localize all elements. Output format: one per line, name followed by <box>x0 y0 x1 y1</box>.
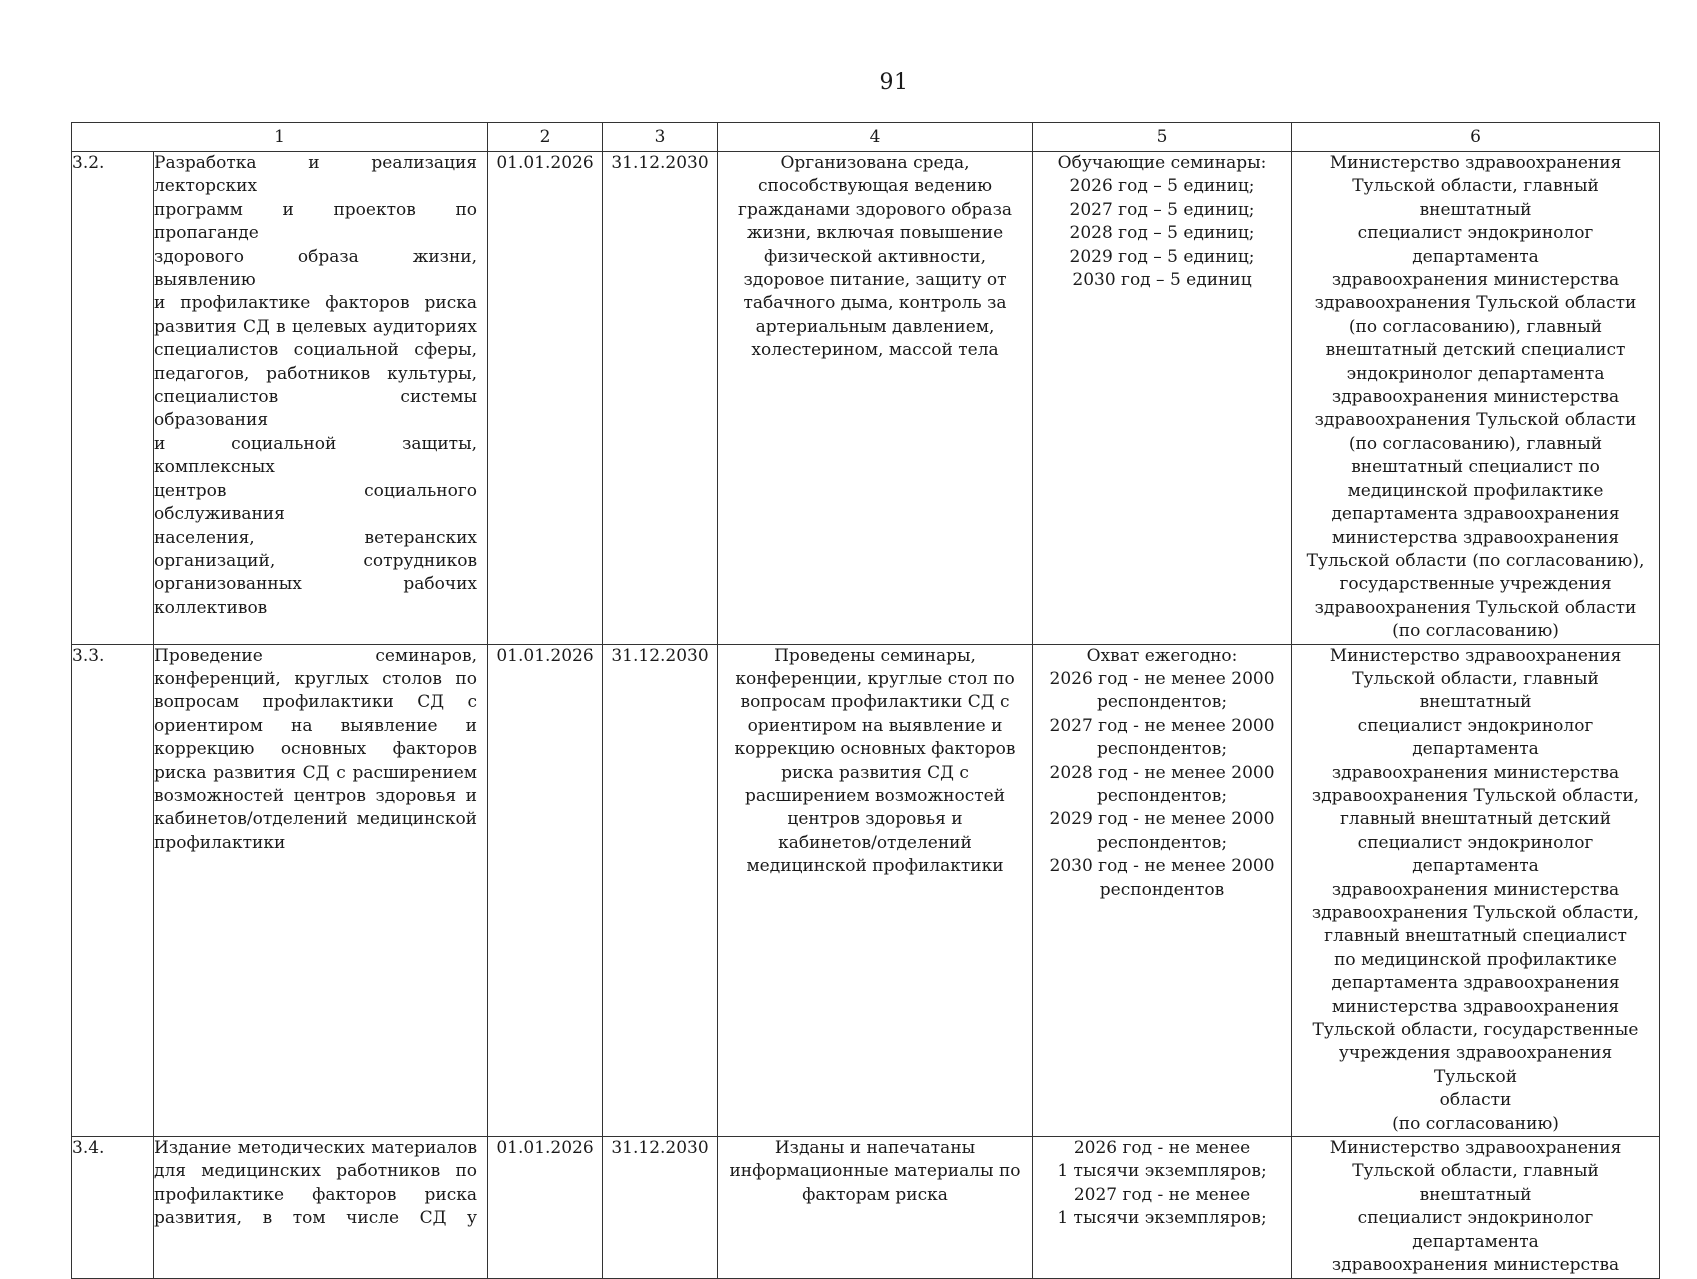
row-number-cell <box>72 1137 154 1278</box>
expected-result-line: медицинской профилактики <box>746 856 1004 877</box>
responsible-line: Тульской области (по согласованию), <box>1306 550 1645 571</box>
indicator-line: респондентов; <box>1096 739 1228 760</box>
column-header-1: 1 <box>72 123 488 152</box>
column-header-5: 5 <box>1033 123 1292 152</box>
description-line: и профилактике факторов риска <box>154 293 478 314</box>
responsible-line: (по согласованию), главный <box>1348 433 1603 454</box>
plan-table <box>71 122 1660 1279</box>
expected-result-line: вопросам профилактики СД с <box>740 692 1010 713</box>
column-header-4: 4 <box>718 123 1033 152</box>
expected-result-line: факторам риска <box>802 1184 948 1205</box>
description-line: Проведение семинаров, <box>154 645 478 666</box>
column-header-3: 3 <box>603 123 718 152</box>
responsible-cell <box>1292 644 1660 1137</box>
description-line: конференций, круглых столов по <box>154 668 478 689</box>
start-date-cell <box>488 644 603 1137</box>
description-cell <box>154 644 488 1137</box>
expected-result-cell <box>718 1137 1033 1278</box>
description-line: организаций, сотрудников <box>154 550 478 571</box>
description-line: коллективов <box>154 597 268 618</box>
description-cell <box>154 152 488 645</box>
row-number: 3.2. <box>72 153 105 173</box>
indicator-line: респондентов <box>1099 879 1225 900</box>
end-date-cell <box>603 1137 718 1278</box>
description-line: профилактики <box>154 832 286 853</box>
description-cell <box>154 1137 488 1278</box>
column-header-6: 6 <box>1292 123 1660 152</box>
expected-result-line: расширением возможностей <box>745 785 1006 806</box>
responsible-line: области <box>1439 1090 1512 1111</box>
description-line: возможностей центров здоровья и <box>154 785 478 806</box>
description-line: организованных рабочих <box>154 574 478 595</box>
responsible-line: учреждения здравоохранения Тульской <box>1338 1043 1613 1087</box>
indicator-line: респондентов; <box>1096 832 1228 853</box>
responsible-line: Тульской области, главный внештатный <box>1352 1161 1599 1205</box>
description-line: педагогов, работников культуры, <box>154 363 478 384</box>
expected-result-line: Организована среда, <box>780 153 970 173</box>
responsible-line: Министерство здравоохранения <box>1329 1138 1622 1159</box>
responsible-line: департамента здравоохранения <box>1331 973 1620 994</box>
end-date: 31.12.2030 <box>611 153 709 173</box>
expected-result-line: способствующая ведению <box>757 176 993 197</box>
indicator-cell <box>1033 1137 1292 1278</box>
responsible-line: министерства здравоохранения <box>1331 996 1620 1017</box>
expected-result-line: коррекцию основных факторов <box>734 739 1016 760</box>
description-line: и социальной защиты, комплексных <box>154 433 478 478</box>
responsible-line: здравоохранения Тульской области, <box>1311 785 1640 806</box>
responsible-line: здравоохранения министерства <box>1331 762 1620 783</box>
responsible-line: государственные учреждения <box>1339 574 1612 595</box>
responsible-line: главный внештатный детский <box>1339 809 1612 830</box>
end-date: 31.12.2030 <box>611 1138 709 1159</box>
description-line: Издание методических материалов <box>154 1138 478 1159</box>
responsible-line: департамента здравоохранения <box>1331 504 1620 525</box>
description-line: центров социального обслуживания <box>154 480 478 525</box>
indicator-line: 1 тысячи экземпляров; <box>1057 1208 1267 1229</box>
expected-result-line: конференции, круглые стол по <box>735 668 1015 689</box>
responsible-line: главный внештатный специалист <box>1324 926 1627 947</box>
responsible-line: Тульской области, главный внештатный <box>1352 668 1599 713</box>
description-line: профилактике факторов риска <box>154 1184 478 1205</box>
responsible-line: специалист эндокринолог департамента <box>1357 1208 1594 1252</box>
indicator-line: 2026 год – 5 единиц; <box>1069 176 1255 197</box>
expected-result-line: кабинетов/отделений <box>778 832 972 853</box>
responsible-line: специалист эндокринолог департамента <box>1357 832 1594 877</box>
responsible-line: внештатный детский специалист <box>1325 340 1626 361</box>
description-line: специалистов системы образования <box>154 387 478 431</box>
end-date-cell <box>603 152 718 645</box>
indicator-line: Обучающие семинары: <box>1057 153 1267 173</box>
start-date: 01.01.2026 <box>496 1138 594 1159</box>
responsible-line: медицинской профилактике <box>1347 480 1604 501</box>
responsible-line: специалист эндокринолог департамента <box>1357 715 1594 760</box>
indicator-line: 2027 год - не менее 2000 <box>1049 715 1275 736</box>
expected-result-line: информационные материалы по <box>729 1161 1021 1182</box>
expected-result-line: гражданами здорового образа <box>738 199 1012 220</box>
end-date: 31.12.2030 <box>611 645 709 666</box>
responsible-line: (по согласованию) <box>1392 621 1559 642</box>
column-header-2: 2 <box>488 123 603 152</box>
responsible-line: Министерство здравоохранения <box>1329 645 1622 666</box>
indicator-line: 2029 год - не менее 2000 <box>1049 809 1275 830</box>
expected-result-cell <box>718 644 1033 1137</box>
table-row <box>72 152 1660 645</box>
expected-result-line: жизни, включая повышение <box>746 223 1004 244</box>
description-line: населения, ветеранских <box>154 527 478 548</box>
responsible-line: Министерство здравоохранения <box>1329 153 1622 173</box>
start-date-cell <box>488 1137 603 1278</box>
responsible-line: (по согласованию), главный <box>1348 316 1603 337</box>
responsible-line: здравоохранения Тульской области <box>1314 410 1637 431</box>
responsible-line: министерства здравоохранения <box>1331 527 1620 548</box>
description-line: вопросам профилактики СД с <box>154 692 478 713</box>
description-line: для медицинских работников по <box>154 1161 478 1182</box>
expected-result-line: табачного дыма, контроль за <box>743 293 1007 314</box>
responsible-line: (по согласованию) <box>1392 1113 1559 1134</box>
indicator-line: 2028 год - не менее 2000 <box>1049 762 1275 783</box>
indicator-line: 2028 год – 5 единиц; <box>1069 223 1255 244</box>
expected-result-line: ориентиром на выявление и <box>747 715 1003 736</box>
description-line: кабинетов/отделений медицинской <box>154 809 478 830</box>
description-line: развития СД в целевых аудиториях <box>154 316 478 337</box>
row-number-cell <box>72 644 154 1137</box>
responsible-line: Тульской области, главный внештатный <box>1352 176 1599 220</box>
description-line: риска развития СД с расширением <box>154 762 478 783</box>
expected-result-line: Проведены семинары, <box>774 645 976 666</box>
indicator-line: 2029 год – 5 единиц; <box>1069 246 1255 267</box>
indicator-line: 1 тысячи экземпляров; <box>1057 1161 1267 1182</box>
expected-result-line: центров здоровья и <box>787 809 963 830</box>
expected-result-line: артериальным давлением, <box>755 316 995 337</box>
description-line: развития, в том числе СД у <box>154 1208 478 1229</box>
start-date-cell <box>488 152 603 645</box>
responsible-line: эндокринолог департамента <box>1346 363 1605 384</box>
indicator-line: Охват ежегодно: <box>1086 645 1238 666</box>
description-line: коррекцию основных факторов <box>154 739 478 760</box>
expected-result-line: здоровое питание, защиту от <box>743 270 1007 291</box>
start-date: 01.01.2026 <box>496 153 594 173</box>
responsible-line: здравоохранения Тульской области, <box>1311 903 1640 923</box>
expected-result-line: риска развития СД с <box>781 762 969 783</box>
description-line: здорового образа жизни, выявлению <box>154 246 478 291</box>
responsible-cell <box>1292 152 1660 645</box>
table-row <box>72 644 1660 1137</box>
indicator-cell <box>1033 644 1292 1137</box>
responsible-line: здравоохранения Тульской области <box>1314 293 1637 314</box>
responsible-line: здравоохранения министерства <box>1331 1255 1620 1276</box>
row-number: 3.3. <box>72 645 105 666</box>
indicator-line: 2030 год - не менее 2000 <box>1049 856 1275 877</box>
responsible-line: по медицинской профилактике <box>1334 949 1617 970</box>
responsible-cell <box>1292 1137 1660 1278</box>
indicator-cell <box>1033 152 1292 645</box>
header-row <box>72 123 1660 152</box>
indicator-line: 2026 год - не менее 2000 <box>1049 668 1275 689</box>
expected-result-line: Изданы и напечатаны <box>774 1138 976 1159</box>
indicator-line: респондентов; <box>1096 785 1228 806</box>
expected-result-line: холестерином, массой тела <box>751 340 999 361</box>
expected-result-cell <box>718 152 1033 645</box>
indicator-line: 2030 год – 5 единиц <box>1072 270 1252 291</box>
responsible-line: внештатный специалист по <box>1351 457 1600 478</box>
responsible-line: Тульской области, государственные <box>1312 1020 1639 1041</box>
indicator-line: респондентов; <box>1096 692 1228 713</box>
indicator-line: 2027 год – 5 единиц; <box>1069 199 1255 220</box>
responsible-line: специалист эндокринолог департамента <box>1357 223 1594 267</box>
page-number: 91 <box>879 70 909 95</box>
row-number: 3.4. <box>72 1138 105 1159</box>
row-number-cell <box>72 152 154 645</box>
start-date: 01.01.2026 <box>496 645 594 666</box>
description-line: ориентиром на выявление и <box>154 715 478 736</box>
responsible-line: здравоохранения министерства <box>1331 879 1620 900</box>
description-line: программ и проектов по пропаганде <box>154 199 478 244</box>
description-line: Разработка и реализация лекторских <box>154 153 478 197</box>
indicator-line: 2026 год - не менее <box>1073 1138 1251 1159</box>
responsible-line: здравоохранения министерства <box>1331 270 1620 291</box>
end-date-cell <box>603 644 718 1137</box>
description-line: специалистов социальной сферы, <box>154 340 478 361</box>
table-row <box>72 1137 1660 1278</box>
expected-result-line: физической активности, <box>764 246 986 267</box>
responsible-line: здравоохранения министерства <box>1331 387 1620 408</box>
responsible-line: здравоохранения Тульской области <box>1314 597 1637 618</box>
indicator-line: 2027 год - не менее <box>1073 1184 1251 1205</box>
